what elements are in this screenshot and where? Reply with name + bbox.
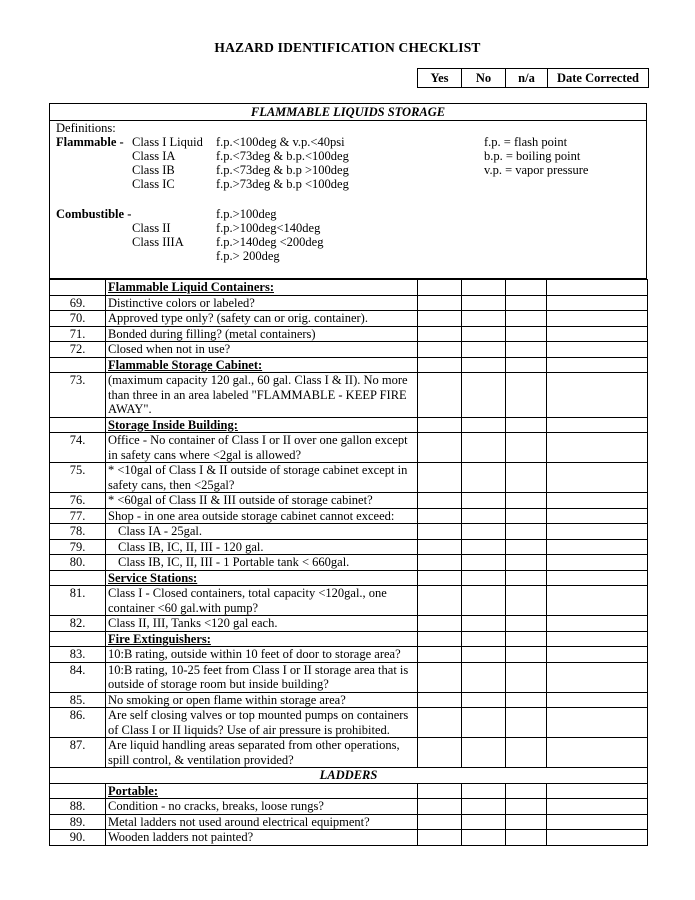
yes-cell[interactable] [418, 342, 462, 358]
item-number: 83. [50, 647, 106, 663]
item-number: 70. [50, 311, 106, 327]
subsection-row [50, 417, 648, 433]
yes-cell[interactable] [418, 708, 462, 738]
date-corrected-cell[interactable] [547, 662, 648, 692]
no-cell[interactable] [462, 373, 506, 418]
class-name: Class I Liquid [132, 135, 203, 149]
yes-cell[interactable] [418, 692, 462, 708]
item-question: Shop - in one area outside storage cabinet cannot exceed: [106, 508, 418, 524]
no-cell[interactable] [462, 326, 506, 342]
date-corrected-cell[interactable] [547, 433, 648, 463]
yes-cell[interactable] [418, 586, 462, 616]
yes-cell[interactable] [418, 830, 462, 846]
subsection-title: Storage Inside Building: [106, 417, 418, 433]
date-corrected-cell[interactable] [547, 373, 648, 418]
na-cell[interactable] [506, 799, 547, 815]
na-cell[interactable] [506, 463, 547, 493]
item-question: No smoking or open flame within storage area? [106, 692, 418, 708]
col-yes: Yes [418, 69, 462, 88]
na-cell[interactable] [506, 738, 547, 768]
col-no: No [462, 69, 506, 88]
yes-cell[interactable] [418, 647, 462, 663]
checklist-row [50, 326, 648, 342]
date-corrected-cell[interactable] [547, 692, 648, 708]
item-question: Class I - Closed containers, total capacity <120gal., one container <60 gal.with pump? [106, 586, 418, 616]
no-cell[interactable] [462, 295, 506, 311]
checklist-row [50, 493, 648, 509]
date-corrected-cell[interactable] [547, 493, 648, 509]
no-cell[interactable] [462, 417, 506, 433]
class-desc: f.p.>140deg <200deg [216, 235, 324, 249]
item-number: 87. [50, 738, 106, 768]
no-cell[interactable] [462, 280, 506, 296]
subsection-row [50, 357, 648, 373]
yes-cell[interactable] [418, 280, 462, 296]
no-cell[interactable] [462, 631, 506, 647]
date-corrected-cell[interactable] [547, 647, 648, 663]
yes-cell[interactable] [418, 662, 462, 692]
na-cell[interactable] [506, 692, 547, 708]
yes-cell[interactable] [418, 373, 462, 418]
checklist-row [50, 524, 648, 540]
na-cell[interactable] [506, 708, 547, 738]
date-corrected-cell[interactable] [547, 524, 648, 540]
checklist-row [50, 830, 648, 846]
yes-cell[interactable] [418, 357, 462, 373]
subsection-row [50, 280, 648, 296]
class-desc: f.p.<100deg & v.p.<40psi [216, 135, 345, 149]
item-question: (maximum capacity 120 gal., 60 gal. Class I & II). No more than three in an area labeled "FLAMMABLE - KEEP FIRE AWAY". [106, 373, 418, 418]
item-number [50, 357, 106, 373]
no-cell[interactable] [462, 508, 506, 524]
date-corrected-cell[interactable] [547, 357, 648, 373]
na-cell[interactable] [506, 373, 547, 418]
item-question [106, 555, 418, 571]
item-number [50, 631, 106, 647]
item-question [106, 539, 418, 555]
class-desc: f.p.>100deg<140deg [216, 221, 321, 235]
item-question: Condition - no cracks, breaks, loose rungs? [106, 799, 418, 815]
item-question: Bonded during filling? (metal containers) [106, 326, 418, 342]
subsection-title: Service Stations: [106, 570, 418, 586]
date-corrected-cell[interactable] [547, 616, 648, 632]
no-cell[interactable] [462, 814, 506, 830]
item-number: 73. [50, 373, 106, 418]
subsection-title: Flammable Liquid Containers: [106, 280, 418, 296]
checklist-row [50, 373, 648, 418]
class-desc: f.p.>100deg [216, 207, 277, 221]
na-cell[interactable] [506, 783, 547, 799]
no-cell[interactable] [462, 708, 506, 738]
item-number: 90. [50, 830, 106, 846]
item-number: 82. [50, 616, 106, 632]
na-cell[interactable] [506, 586, 547, 616]
no-cell[interactable] [462, 539, 506, 555]
class-name: Class IB [132, 163, 175, 177]
item-question: Approved type only? (safety can or orig. container). [106, 311, 418, 327]
class-desc: f.p.<73deg & b.p >100deg [216, 163, 349, 177]
date-corrected-cell[interactable] [547, 508, 648, 524]
item-number [50, 417, 106, 433]
no-cell[interactable] [462, 570, 506, 586]
item-number: 69. [50, 295, 106, 311]
class-name: Class IC [132, 177, 175, 191]
na-cell[interactable] [506, 647, 547, 663]
checklist-row [50, 814, 648, 830]
na-cell[interactable] [506, 295, 547, 311]
item-number: 86. [50, 708, 106, 738]
checklist-row [50, 463, 648, 493]
na-cell[interactable] [506, 342, 547, 358]
yes-cell[interactable] [418, 493, 462, 509]
date-corrected-cell[interactable] [547, 738, 648, 768]
date-corrected-cell[interactable] [547, 555, 648, 571]
checklist-row [50, 692, 648, 708]
item-question: Wooden ladders not painted? [106, 830, 418, 846]
abbrev-vp: v.p. = vapor pressure [484, 163, 589, 177]
yes-cell[interactable] [418, 738, 462, 768]
checklist-row [50, 433, 648, 463]
na-cell[interactable] [506, 616, 547, 632]
date-corrected-cell[interactable] [547, 539, 648, 555]
checklist-table [49, 279, 648, 846]
yes-cell[interactable] [418, 783, 462, 799]
no-cell[interactable] [462, 799, 506, 815]
no-cell[interactable] [462, 493, 506, 509]
na-cell[interactable] [506, 830, 547, 846]
abbrev-bp: b.p. = boiling point [484, 149, 581, 163]
date-corrected-cell[interactable] [547, 342, 648, 358]
no-cell[interactable] [462, 342, 506, 358]
col-na: n/a [506, 69, 548, 88]
date-corrected-cell[interactable] [547, 586, 648, 616]
definitions-heading: Definitions: [56, 121, 116, 135]
date-corrected-cell[interactable] [547, 280, 648, 296]
col-date-corrected: Date Corrected [548, 69, 649, 88]
checklist-row [50, 508, 648, 524]
no-cell[interactable] [462, 616, 506, 632]
yes-cell[interactable] [418, 570, 462, 586]
flammable-label: Flammable - [56, 135, 124, 149]
section-band-title: LADDERS [50, 768, 648, 784]
class-desc: f.p.> 200deg [216, 249, 280, 263]
class-name: Class II [132, 221, 171, 235]
item-number: 72. [50, 342, 106, 358]
na-cell[interactable] [506, 555, 547, 571]
checklist-row [50, 647, 648, 663]
na-cell[interactable] [506, 524, 547, 540]
item-number: 75. [50, 463, 106, 493]
date-corrected-cell[interactable] [547, 295, 648, 311]
na-cell[interactable] [506, 280, 547, 296]
no-cell[interactable] [462, 433, 506, 463]
item-number: 81. [50, 586, 106, 616]
yes-cell[interactable] [418, 814, 462, 830]
subsection-title: Fire Extinguishers: [106, 631, 418, 647]
section-band [50, 768, 648, 784]
no-cell[interactable] [462, 524, 506, 540]
item-number [50, 570, 106, 586]
na-cell[interactable] [506, 539, 547, 555]
checklist-row [50, 738, 648, 768]
yes-cell[interactable] [418, 463, 462, 493]
yes-cell[interactable] [418, 295, 462, 311]
section-title: FLAMMABLE LIQUIDS STORAGE [50, 104, 646, 121]
item-number: 71. [50, 326, 106, 342]
no-cell[interactable] [462, 311, 506, 327]
item-question-text: Class IB, IC, II, III - 1 Portable tank < 660gal. [118, 555, 350, 569]
no-cell[interactable] [462, 662, 506, 692]
date-corrected-cell[interactable] [547, 326, 648, 342]
no-cell[interactable] [462, 692, 506, 708]
checklist-row [50, 295, 648, 311]
na-cell[interactable] [506, 357, 547, 373]
no-cell[interactable] [462, 463, 506, 493]
checklist-row [50, 311, 648, 327]
item-question: Class II, III, Tanks <120 gal each. [106, 616, 418, 632]
item-number: 80. [50, 555, 106, 571]
na-cell[interactable] [506, 493, 547, 509]
na-cell[interactable] [506, 631, 547, 647]
item-number: 78. [50, 524, 106, 540]
item-number: 89. [50, 814, 106, 830]
yes-cell[interactable] [418, 799, 462, 815]
item-question: 10:B rating, 10-25 feet from Class I or II storage area that is outside of storage room but inside building? [106, 662, 418, 692]
checklist-row [50, 662, 648, 692]
yes-cell[interactable] [418, 524, 462, 540]
item-question: * <60gal of Class II & III outside of storage cabinet? [106, 493, 418, 509]
no-cell[interactable] [462, 555, 506, 571]
yes-cell[interactable] [418, 433, 462, 463]
item-question [106, 524, 418, 540]
checklist-row [50, 799, 648, 815]
date-corrected-cell[interactable] [547, 708, 648, 738]
na-cell[interactable] [506, 326, 547, 342]
subsection-row [50, 631, 648, 647]
date-corrected-cell[interactable] [547, 417, 648, 433]
item-number: 88. [50, 799, 106, 815]
abbrev-fp: f.p. = flash point [484, 135, 568, 149]
date-corrected-cell[interactable] [547, 799, 648, 815]
item-number [50, 280, 106, 296]
na-cell[interactable] [506, 508, 547, 524]
date-corrected-cell[interactable] [547, 570, 648, 586]
subsection-title: Flammable Storage Cabinet: [106, 357, 418, 373]
date-corrected-cell[interactable] [547, 463, 648, 493]
item-number: 84. [50, 662, 106, 692]
yes-cell[interactable] [418, 555, 462, 571]
checklist-row [50, 555, 648, 571]
subsection-title: Portable: [106, 783, 418, 799]
yes-cell[interactable] [418, 631, 462, 647]
date-corrected-cell[interactable] [547, 311, 648, 327]
item-number: 85. [50, 692, 106, 708]
yes-cell[interactable] [418, 508, 462, 524]
page-title: HAZARD IDENTIFICATION CHECKLIST [214, 40, 481, 55]
date-corrected-cell[interactable] [547, 814, 648, 830]
item-number: 77. [50, 508, 106, 524]
item-question-text: Class IA - 25gal. [118, 524, 203, 538]
na-cell[interactable] [506, 814, 547, 830]
date-corrected-cell[interactable] [547, 631, 648, 647]
class-desc: f.p.>73deg & b.p <100deg [216, 177, 349, 191]
class-name: Class IIIA [132, 235, 184, 249]
item-question: Closed when not in use? [106, 342, 418, 358]
no-cell[interactable] [462, 738, 506, 768]
item-number: 74. [50, 433, 106, 463]
no-cell[interactable] [462, 783, 506, 799]
yes-cell[interactable] [418, 326, 462, 342]
subsection-row [50, 783, 648, 799]
checklist-row [50, 539, 648, 555]
item-number: 76. [50, 493, 106, 509]
item-question: Metal ladders not used around electrical equipment? [106, 814, 418, 830]
checklist-row [50, 708, 648, 738]
checklist-row [50, 616, 648, 632]
item-number [50, 783, 106, 799]
checklist-row [50, 586, 648, 616]
na-cell[interactable] [506, 570, 547, 586]
response-header [417, 68, 649, 88]
class-name: Class IA [132, 149, 176, 163]
no-cell[interactable] [462, 647, 506, 663]
subsection-row [50, 570, 648, 586]
na-cell[interactable] [506, 662, 547, 692]
na-cell[interactable] [506, 417, 547, 433]
no-cell[interactable] [462, 357, 506, 373]
item-question-text: Class IB, IC, II, III - 120 gal. [118, 539, 264, 554]
item-question: Office - No container of Class I or II over one gallon except in safety cans where <2gal is allowed? [106, 433, 418, 463]
item-number: 79. [50, 539, 106, 555]
class-desc: f.p.<73deg & b.p.<100deg [216, 149, 349, 163]
date-corrected-cell[interactable] [547, 830, 648, 846]
na-cell[interactable] [506, 433, 547, 463]
yes-cell[interactable] [418, 311, 462, 327]
combustible-label: Combustible - [56, 207, 132, 221]
na-cell[interactable] [506, 311, 547, 327]
yes-cell[interactable] [418, 616, 462, 632]
yes-cell[interactable] [418, 417, 462, 433]
item-question: 10:B rating, outside within 10 feet of door to storage area? [106, 647, 418, 663]
item-question: Are self closing valves or top mounted pumps on containers of Class I or II liquids? Use of air pressure is prohibited. [106, 708, 418, 738]
no-cell[interactable] [462, 830, 506, 846]
definitions-box [49, 103, 647, 279]
checklist-row [50, 342, 648, 358]
yes-cell[interactable] [418, 539, 462, 555]
date-corrected-cell[interactable] [547, 783, 648, 799]
item-question: Are liquid handling areas separated from other operations, spill control, & ventilation provided? [106, 738, 418, 768]
no-cell[interactable] [462, 586, 506, 616]
item-question: * <10gal of Class I & II outside of storage cabinet except in safety cans, then <25gal? [106, 463, 418, 493]
item-question: Distinctive colors or labeled? [106, 295, 418, 311]
